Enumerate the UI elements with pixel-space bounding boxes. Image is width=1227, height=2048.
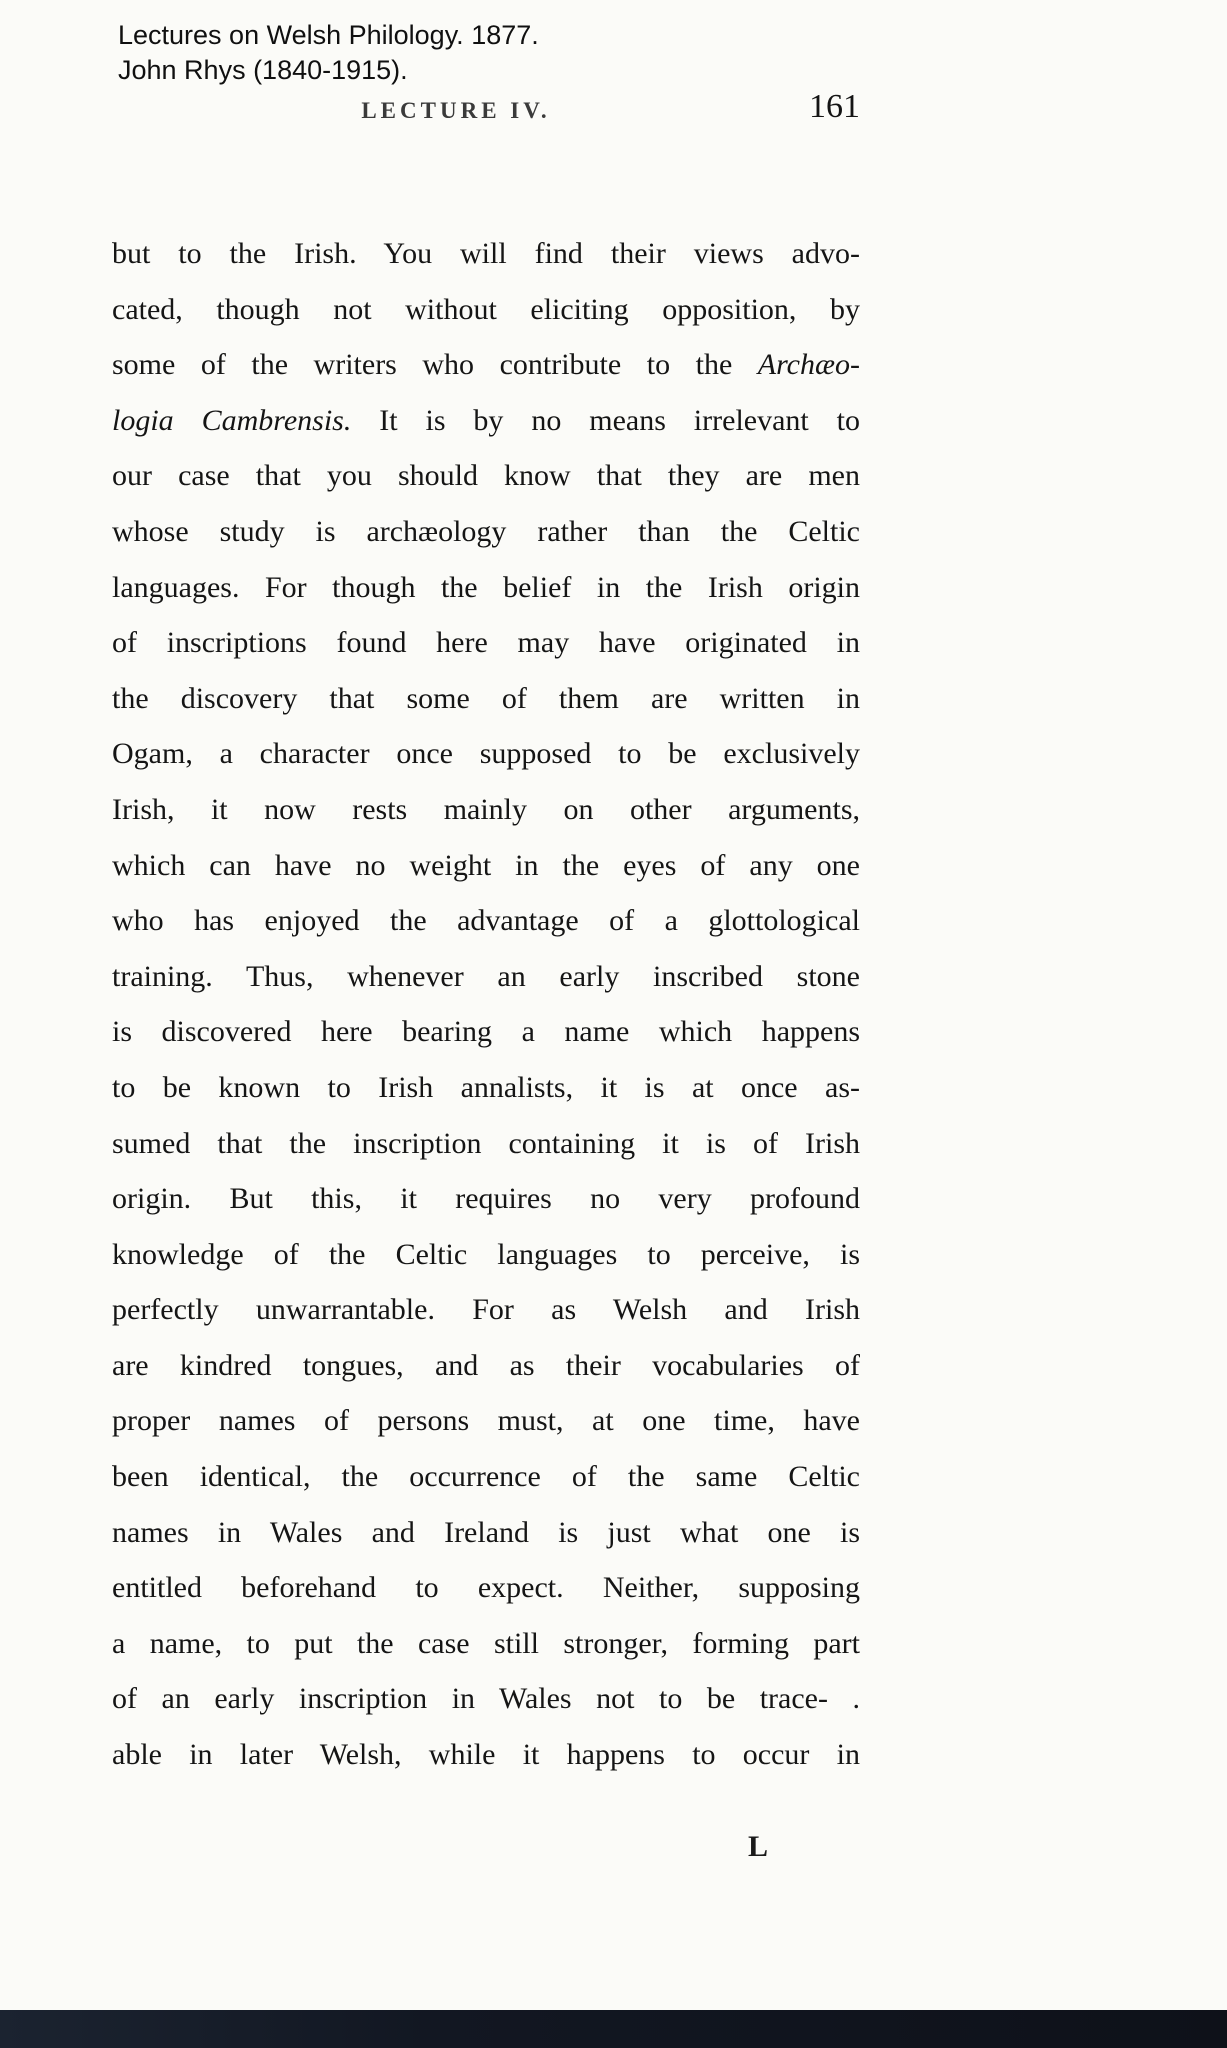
text-line [112, 1393, 860, 1449]
running-title: LECTURE IV. [361, 98, 551, 123]
text-segment: but to the Irish. You will find their views advo- [112, 237, 860, 270]
text-segment: of an early inscription in Wales not to be trace- . [112, 1682, 860, 1716]
text-line [112, 337, 860, 393]
text-segment: some of the writers who contribute to the [112, 348, 758, 382]
scan-edge-bar [0, 2010, 1227, 2048]
text-segment: It is by no means irrelevant to [351, 403, 860, 437]
page-number: 161 [809, 88, 860, 125]
text-line [112, 448, 860, 504]
text-line [112, 282, 860, 338]
text-segment: are kindred tongues, and as their vocabularies of [112, 1348, 860, 1382]
text-line [112, 1616, 860, 1672]
text-line [112, 1338, 860, 1394]
italic-text-segment: Archæo- [757, 348, 860, 382]
text-segment: sumed that the inscription containing it is of Irish [112, 1126, 860, 1160]
text-segment: languages. For though the belief in the Irish origin [112, 570, 860, 604]
text-segment: a name, to put the case still stronger, forming part [112, 1626, 860, 1660]
text-segment: entitled beforehand to expect. Neither, supposing [112, 1571, 860, 1605]
text-line [112, 615, 860, 671]
signature-mark: L [748, 1830, 769, 1863]
text-segment: been identical, the occurrence of the same Celtic [112, 1460, 860, 1494]
annotation-author: John Rhys (1840-1915). [118, 55, 408, 85]
text-line [112, 560, 860, 616]
text-segment: of inscriptions found here may have originated in [112, 626, 860, 660]
text-line [112, 1727, 860, 1783]
text-segment: the discovery that some of them are written in [112, 681, 860, 715]
text-line [112, 838, 860, 894]
italic-text-segment: logia Cambrensis. [112, 403, 352, 437]
text-segment: which can have no weight in the eyes of any one [112, 848, 860, 882]
text-line [112, 1505, 860, 1561]
catalog-annotation [118, 18, 539, 88]
text-line [112, 226, 860, 282]
text-segment: Irish, it now rests mainly on other arguments, [112, 792, 860, 826]
text-segment: Ogam, a character once supposed to be exclusively [112, 737, 860, 771]
text-line [112, 1671, 860, 1727]
text-segment: whose study is archæology rather than the Celtic [112, 514, 860, 548]
text-segment: who has enjoyed the advantage of a glottological [112, 904, 860, 938]
text-segment: able in later Welsh, while it happens to occur in [112, 1738, 860, 1772]
text-line [112, 893, 860, 949]
text-segment: is discovered here bearing a name which happens [112, 1015, 860, 1049]
text-line [112, 504, 860, 560]
text-line [112, 1171, 860, 1227]
text-segment: our case that you should know that they are men [112, 459, 860, 493]
text-line [112, 726, 860, 782]
text-line [112, 671, 860, 727]
text-line [112, 1227, 860, 1283]
text-segment: training. Thus, whenever an early inscribed stone [112, 959, 860, 993]
text-line [112, 1449, 860, 1505]
body-text [112, 226, 860, 1783]
text-segment: cated, though not without eliciting opposition, by [112, 292, 860, 326]
text-segment: names in Wales and Ireland is just what one is [112, 1515, 860, 1549]
text-line [112, 782, 860, 838]
text-line [112, 1060, 860, 1116]
text-line [112, 1282, 860, 1338]
text-segment: to be known to Irish annalists, it is at once as- [112, 1070, 860, 1104]
annotation-title: Lectures on Welsh Philology. 1877. [118, 20, 539, 50]
text-segment: proper names of persons must, at one time, have [112, 1404, 860, 1438]
text-line [112, 1004, 860, 1060]
running-head [112, 88, 860, 134]
text-line [112, 949, 860, 1005]
text-line [112, 393, 860, 449]
text-line [112, 1116, 860, 1172]
text-segment: perfectly unwarrantable. For as Welsh and Irish [112, 1293, 860, 1327]
text-line [112, 1560, 860, 1616]
text-segment: knowledge of the Celtic languages to perceive, is [112, 1237, 860, 1271]
text-segment: origin. But this, it requires no very profound [112, 1182, 860, 1216]
